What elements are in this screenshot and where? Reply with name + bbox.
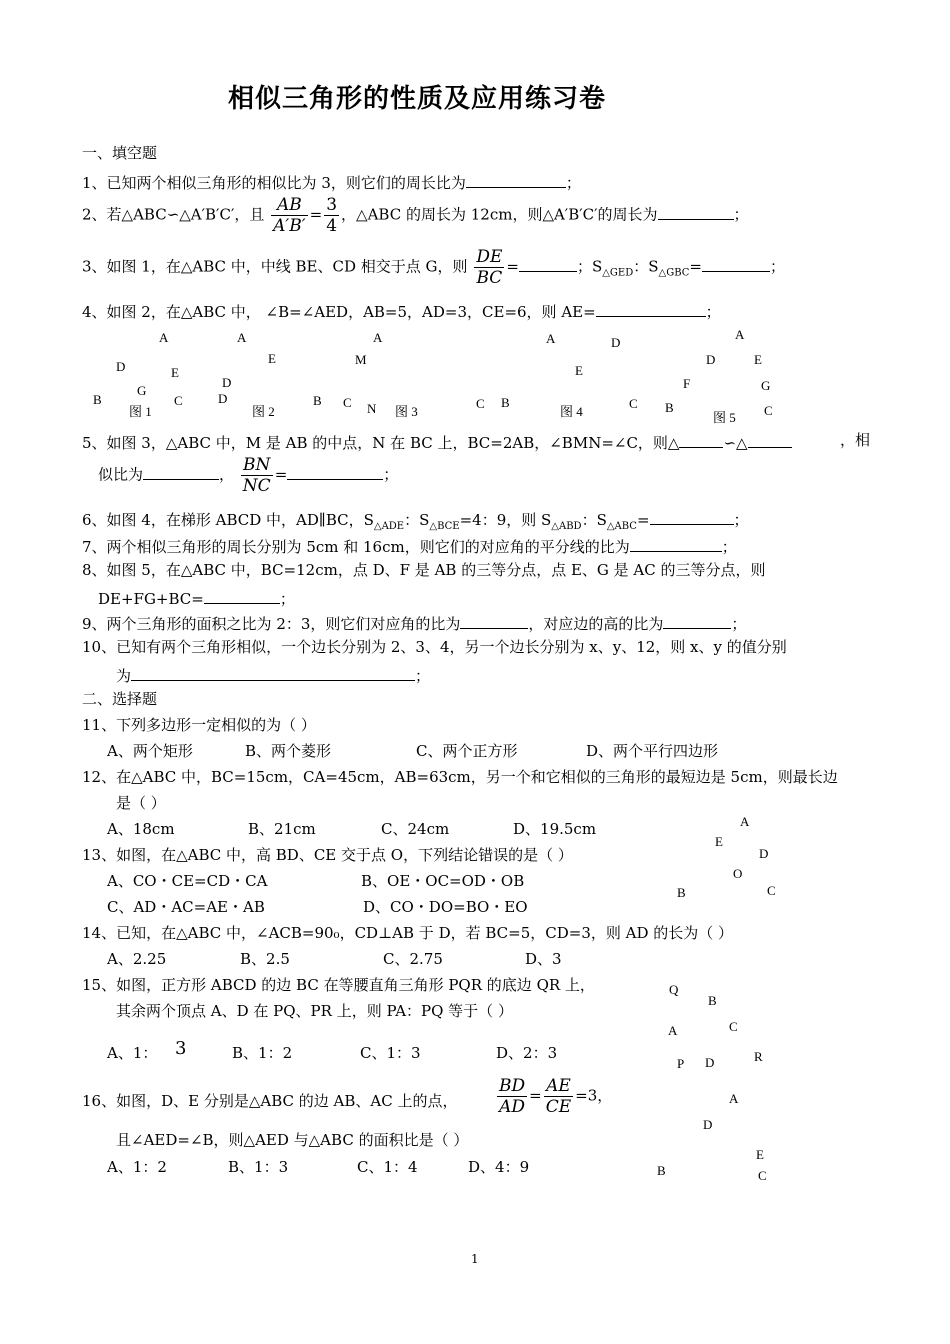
question-6-text-c: =4：9，则 S [459, 511, 552, 529]
equals-sign: = [506, 257, 519, 276]
question-2-text-a: 2、若△ABC∽△A′B′C′，且 [82, 205, 265, 224]
answer-blank[interactable] [143, 465, 219, 480]
fraction-ae-ce [544, 1076, 573, 1117]
figure-label: C [758, 1168, 767, 1183]
figure-label: D [706, 352, 716, 367]
option-d[interactable]: D、3 [525, 950, 562, 968]
question-16: 16、如图，D、E 分别是△ABC 的边 AB、AC 上的点， [82, 1092, 458, 1110]
subscript: △BCE [429, 521, 460, 532]
option-d[interactable]: D、4：9 [468, 1158, 530, 1176]
figure-label: C [476, 396, 485, 411]
figure-label: A [735, 327, 745, 342]
figure-caption: 图 3 [395, 404, 418, 419]
figure-caption: 图 2 [252, 404, 275, 419]
fraction-ab [271, 195, 308, 236]
question-6: 6、如图 4，在梯形 ABCD 中，AD∥BC，$S_{\triangle ADE}$：$S_{\triangle BCE}=4$：9，则 $S_{\triangle ABD}$：$S_{\triangle ABC}=$ ； [82, 511, 749, 532]
figure-label: E [754, 352, 762, 367]
figure-label: B [657, 1163, 666, 1178]
question-8 [82, 563, 766, 578]
fraction-bn-nc [241, 455, 273, 496]
figure-label: M [355, 352, 367, 367]
option-a[interactable] [107, 1046, 157, 1061]
figure-label: C [174, 393, 183, 408]
fraction-bd-ad [497, 1076, 527, 1117]
figure-label: D [705, 1055, 715, 1070]
figure-label: D [222, 375, 232, 390]
answer-blank[interactable] [748, 433, 792, 448]
figure-label: C [629, 396, 638, 411]
figure-label: A [159, 330, 169, 345]
option-c[interactable]: C、1：3 [360, 1044, 421, 1062]
sqrt-value: 3 [175, 1038, 187, 1059]
question-9-text-a: 9、两个三角形的面积之比为 2：3，则它们对应角的比为 [82, 615, 461, 633]
fraction-numerator: AB [271, 195, 308, 216]
section-heading-fill: 一、填空题 [82, 144, 158, 162]
answer-blank[interactable] [630, 537, 722, 552]
figure-label: C [343, 395, 352, 410]
figure-label: C [767, 883, 776, 898]
figure-label: A [729, 1091, 739, 1106]
figure-label: B [708, 993, 717, 1008]
question-10-text-a: 10、已知有两个三角形相似，一个边长分别为 2、3、4，另一个边长分别为 x、y、12，则 x、y 的值分别 [82, 638, 787, 656]
figure-label: C [764, 403, 773, 418]
question-5 [82, 433, 870, 451]
fraction-3-4 [324, 195, 339, 236]
equals-sign: = [274, 465, 288, 484]
question-10-cont: 为 ； [116, 667, 431, 685]
figure-label: B [677, 885, 686, 900]
figure-label: A [668, 1023, 678, 1038]
question-9-text-b: ，对应边的高的比为 [528, 615, 664, 633]
fraction-numerator: 3 [326, 195, 338, 215]
figure-label: A [237, 330, 247, 345]
similar-symbol: ∽△ [723, 434, 748, 452]
question-16-fractions: $\frac{BD}{AD}$ = $\frac{AE}{CE}$ =3， [499, 1076, 613, 1117]
question-4-text: 4、如图 2，在△ABC 中， ∠B=∠AED，AB=5，AD=3，CE=6，则 AE= [82, 303, 596, 321]
answer-blank[interactable] [650, 510, 734, 525]
figure-label: E [171, 365, 179, 380]
answer-blank[interactable] [466, 173, 566, 188]
figure-label: E [268, 351, 276, 366]
answer-blank[interactable] [663, 614, 731, 629]
area-symbol: ：S [633, 257, 659, 276]
question-8-cont: DE+FG+BC= ； [98, 590, 295, 608]
figure-label: E [756, 1147, 764, 1162]
fraction-denominator: BC [476, 268, 503, 288]
page-title: 相似三角形的性质及应用练习卷 [228, 84, 607, 114]
option-a[interactable]: A、两个矩形 [107, 742, 193, 760]
question-1: 1、已知两个相似三角形的相似比为 3，则它们的周长比为 ； [82, 174, 581, 192]
option-a[interactable]: A、CO・CE=CD・CA [107, 872, 268, 890]
question-10-text-b: 为 [116, 667, 132, 685]
question-15: 15、如图，正方形 ABCD 的边 BC 在等腰直角三角形 PQR 的底边 QR 上， [82, 976, 595, 994]
option-c[interactable]: C、2.75 [383, 950, 443, 968]
question-2: 2、若△ABC∽△A′B′C′，且 $\frac{AB}{A'B'}$ = $\frac{3}{4}$ ，△ABC 的周长为 12cm，则△A′B′C′的周长为 ； [82, 195, 749, 236]
question-5-text-d: 似比为 [98, 465, 144, 484]
figure-label: D [703, 1117, 713, 1132]
fraction-numerator: DE [476, 247, 503, 267]
fraction-numerator: BD [499, 1076, 526, 1096]
answer-blank[interactable] [519, 257, 577, 272]
question-10 [82, 640, 787, 655]
figure-label: D [611, 335, 621, 350]
equals-sign: = [689, 257, 702, 276]
question-6-text: 6、如图 4，在梯形 ABCD 中，AD∥BC，S [82, 511, 374, 529]
fraction-de-bc [474, 247, 504, 288]
figure-label: D [116, 359, 126, 374]
fraction-denominator: AD [499, 1097, 526, 1117]
figure-label: A [373, 330, 383, 345]
figure-label: G [137, 383, 147, 398]
fraction-denominator: CE [545, 1097, 572, 1117]
figure-caption: 图 1 [129, 404, 152, 419]
subscript: △ADE [373, 521, 405, 532]
page-number: 1 [471, 1252, 479, 1266]
option-a[interactable]: A、18cm [107, 820, 175, 838]
figure-label: B [313, 393, 322, 408]
figure-label: D [218, 391, 228, 406]
option-d[interactable]: D、CO・DO=BO・EO [363, 898, 528, 916]
answer-blank[interactable] [287, 465, 383, 480]
answer-blank[interactable] [679, 433, 723, 448]
answer-blank[interactable] [204, 589, 280, 604]
answer-blank[interactable] [702, 257, 770, 272]
option-b[interactable]: B、两个菱形 [245, 742, 332, 760]
figure-label: G [761, 378, 771, 393]
question-9: 9、两个三角形的面积之比为 2：3，则它们对应角的比为 ，对应边的高的比为 ； [82, 615, 747, 633]
subscript: △GED [602, 267, 634, 279]
figure-label: E [715, 834, 723, 849]
question-5-cont: 似比为 ， $\frac{BN}{NC}$ = ； [98, 455, 399, 496]
section-heading-choice: 二、选择题 [82, 690, 158, 708]
fraction-denominator: A′B′ [273, 216, 306, 236]
fraction-numerator: BN [241, 455, 273, 476]
figure-label: B [665, 400, 674, 415]
fraction-numerator: AE [544, 1076, 573, 1097]
option-a[interactable]: A、1：2 [107, 1158, 167, 1176]
option-b[interactable]: B、1：3 [228, 1158, 289, 1176]
question-13: 13、如图，在△ABC 中，高 BD、CE 交于点 O，下列结论错误的是（ ） [82, 846, 573, 864]
option-a[interactable]: A、2.25 [107, 950, 167, 968]
question-5-text-a: 5、如图 3，△ABC 中，M 是 AB 的中点，N 在 BC 上，BC=2AB，∠BMN=∠C，则△ [82, 434, 680, 452]
fraction-denominator: 4 [326, 216, 338, 236]
figure-label: O [733, 866, 743, 881]
fraction-denominator: NC [242, 476, 271, 496]
figure-label: F [683, 376, 691, 391]
figure-label: B [501, 395, 510, 410]
question-3: 3、如图 1，在△ABC 中，中线 BE、CD 相交于点 G，则 $\frac{DE}{BC}$ = ；$S_{\triangle GED}$：$S_{\triangle GBC}=$ ； [82, 247, 785, 288]
answer-blank[interactable] [596, 302, 706, 317]
question-5-text-c: ，相 [839, 431, 870, 449]
option-b[interactable]: B、21cm [248, 820, 316, 838]
area-symbol: ；S [576, 257, 603, 276]
question-1-text: 1、已知两个相似三角形的相似比为 3，则它们的周长比为 [82, 174, 466, 192]
option-d[interactable]: D、两个平行四边形 [586, 742, 719, 760]
subscript: △ABD [551, 521, 582, 532]
question-3-text-a: 3、如图 1，在△ABC 中，中线 BE、CD 相交于点 G，则 [82, 257, 468, 276]
figure-label: B [93, 392, 102, 407]
question-2-text-b: ，△ABC 的周长为 12cm，则△A′B′C′的周长为 [341, 205, 658, 224]
question-7-text: 7、两个相似三角形的周长分别为 5cm 和 16cm，则它们的对应角的平分线的比为 [82, 538, 630, 556]
question-8-text-b: DE+FG+BC= [98, 590, 204, 608]
figure-label: E [575, 363, 583, 378]
figure-label: P [677, 1056, 685, 1071]
figure-label: A [546, 331, 556, 346]
figure-label: R [754, 1049, 763, 1064]
question-12-cont: 是（ ） [116, 794, 166, 812]
option-d[interactable]: D、2：3 [496, 1044, 558, 1062]
option-b[interactable]: B、OE・OC=OD・OB [361, 872, 525, 890]
option-c[interactable]: C、两个正方形 [416, 742, 518, 760]
figure-label: D [759, 846, 769, 861]
question-8-text-a: 8、如图 5，在△ABC 中，BC=12cm，点 D、F 是 AB 的三等分点，点 E、G 是 AC 的三等分点，则 [82, 561, 766, 579]
figure-label: C [729, 1019, 738, 1034]
subscript: △ABC [606, 521, 637, 532]
question-12: 12、在△ABC 中，BC=15cm，CA=45cm，AB=63cm，另一个和它相似的三角形的最短边是 5cm，则最长边 [82, 768, 838, 786]
question-4: 4、如图 2，在△ABC 中， ∠B=∠AED，AB=5，AD=3，CE=6，则 AE= ； [82, 303, 721, 321]
option-a-text: A、1： [107, 1044, 158, 1062]
figure-label: A [740, 814, 750, 829]
question-11: 11、下列多边形一定相似的为（ ） [82, 716, 316, 734]
option-c[interactable]: C、AD・AC=AE・AB [107, 898, 265, 916]
question-16-cont: 且∠AED=∠B，则△AED 与△ABC 的面积比是（ ） [116, 1131, 469, 1149]
option-d[interactable]: D、19.5cm [513, 820, 597, 838]
ratio-symbol: ：S [404, 511, 430, 529]
figure-label: Q [669, 982, 679, 997]
figure-caption: 图 4 [560, 404, 583, 419]
answer-blank[interactable] [460, 614, 528, 629]
question-7: 7、两个相似三角形的周长分别为 5cm 和 16cm，则它们的对应角的平分线的比为 ； [82, 538, 737, 556]
question-15-cont: 其余两个顶点 A、D 在 PQ、PR 上，则 PA：PQ 等于（ ） [116, 1002, 513, 1020]
equals-sign: = [636, 511, 650, 529]
answer-blank[interactable] [131, 666, 415, 681]
ratio-symbol: ：S [581, 511, 607, 529]
figure-label: N [367, 401, 377, 416]
subscript: △GBC [658, 267, 690, 279]
option-b[interactable]: B、1：2 [232, 1044, 293, 1062]
figure-caption: 图 5 [713, 410, 736, 425]
option-b[interactable]: B、2.5 [240, 950, 290, 968]
question-16-text-b: =3， [575, 1086, 613, 1105]
answer-blank[interactable] [658, 205, 734, 220]
question-14: 14、已知，在△ABC 中，∠ACB=90₀，CD⊥AB 于 D，若 BC=5，CD=3，则 AD 的长为（ ） [82, 924, 734, 942]
option-c[interactable]: C、1：4 [357, 1158, 418, 1176]
option-c[interactable]: C、24cm [381, 820, 450, 838]
